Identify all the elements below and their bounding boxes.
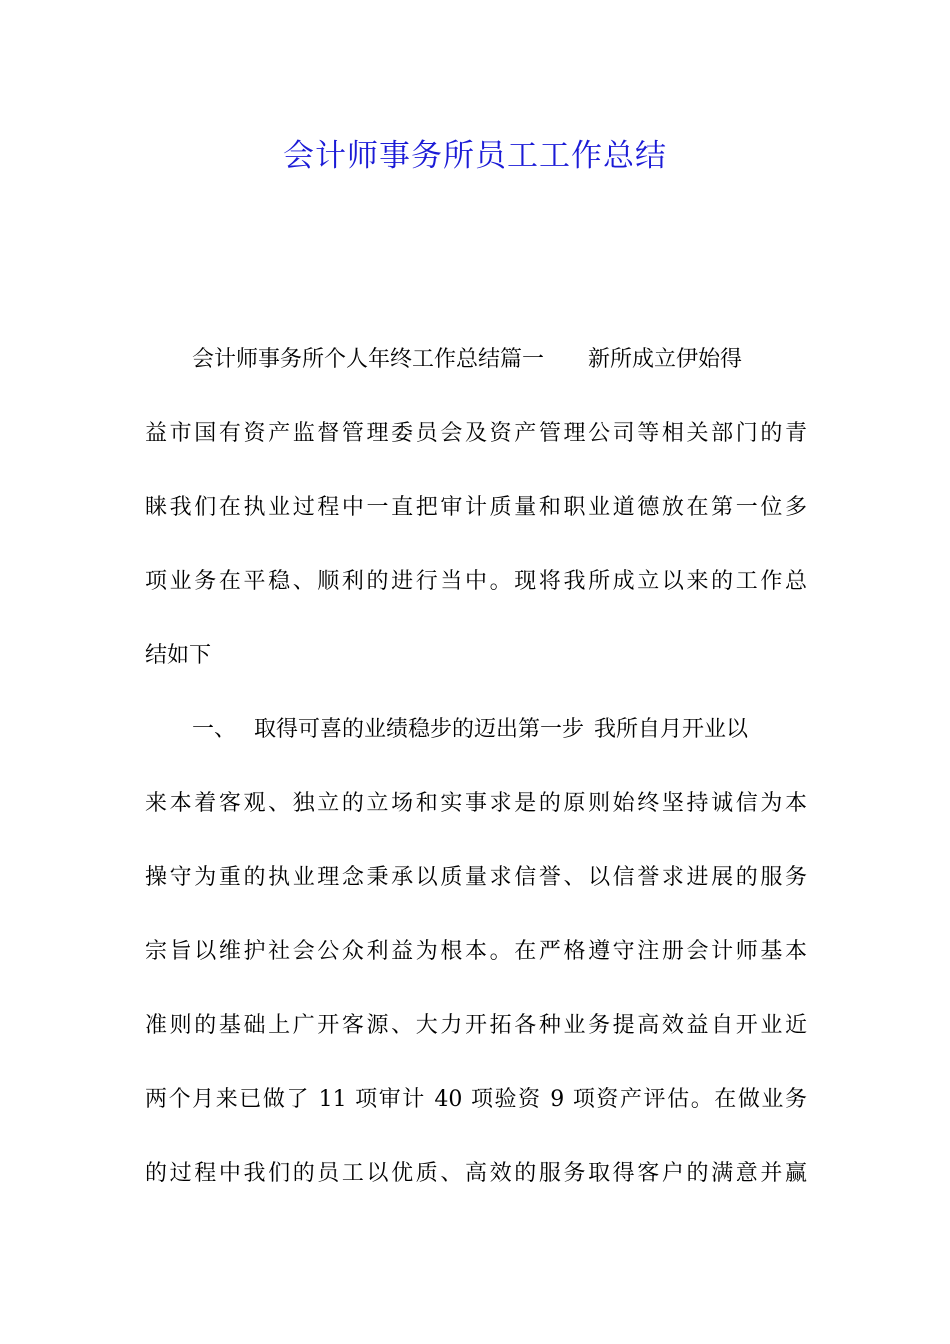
paragraph-1-lead: 新所成立伊始得 [588,347,743,372]
paragraph-2-line: 操守为重的执业理念秉承以质量求信誉、以信誉求进展的服务 [145,865,807,890]
paragraph-1-line: 益市国有资产监督管理委员会及资产管理公司等相关部门的青 [145,421,807,446]
paragraph-1-line: 睐我们在执业过程中一直把审计质量和职业道德放在第一位多 [145,495,807,520]
paragraph-2-line: 宗旨以维护社会公众利益为根本。在严格遵守注册会计师基本 [145,939,807,964]
paragraph-1-last-line: 结如下 [145,643,212,668]
paragraph-2-first-line [145,708,807,782]
document-title: 会计师事务所员工工作总结 [283,138,667,174]
section-heading: 取得可喜的业绩稳步的迈出第一步 [254,717,585,742]
paragraph-1-heading: 会计师事务所个人年终工作总结篇一 [192,347,545,372]
paragraph-2-line: 准则的基础上广开客源、大力开拓各种业务提高效益自开业近 [145,1013,807,1038]
document-body [145,338,807,1226]
paragraph-1-line: 项业务在平稳、顺利的进行当中。现将我所成立以来的工作总 [145,569,807,594]
paragraph-2-line: 两个月来已做了 11 项审计 40 项验资 9 项资产评估。在做业务 [145,1087,807,1112]
paragraph-2-line: 的过程中我们的员工以优质、高效的服务取得客户的满意并赢 [145,1161,807,1186]
section-marker: 一、 [192,717,237,742]
paragraph-2-line: 来本着客观、独立的立场和实事求是的原则始终坚持诚信为本 [145,791,807,816]
paragraph-2-lead: 我所自月开业以 [594,717,749,742]
paragraph-1-first-line [145,338,807,412]
